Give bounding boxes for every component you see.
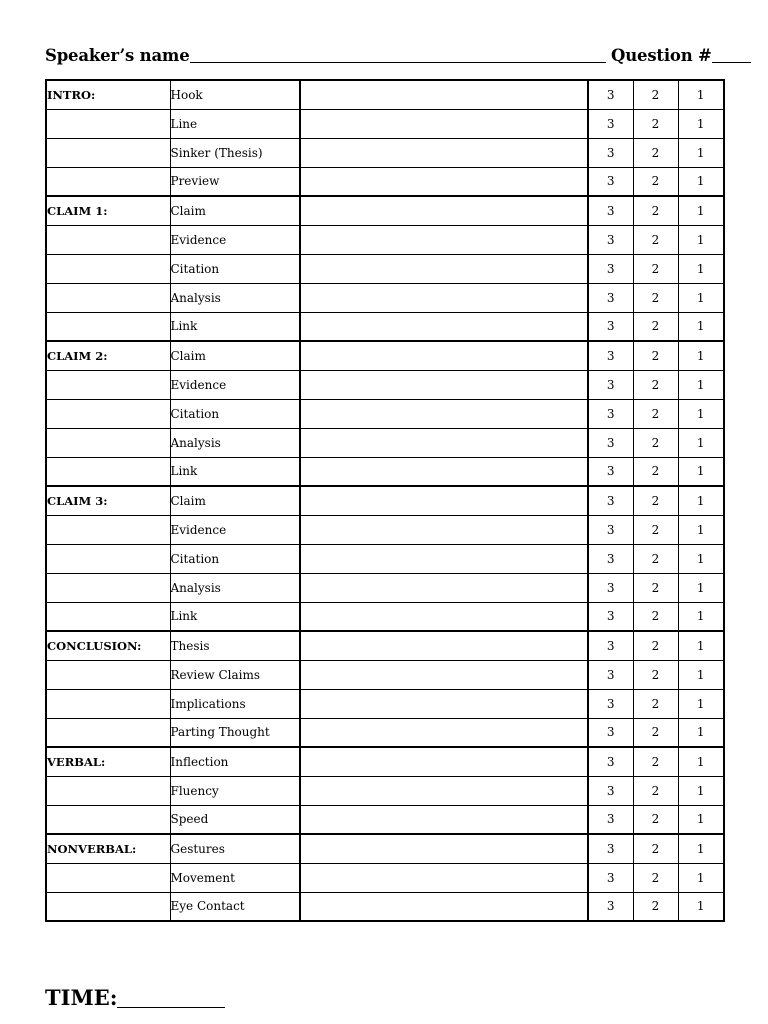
table-row xyxy=(46,312,724,341)
notes-cell[interactable] xyxy=(300,573,588,602)
score-option-1[interactable]: 1 xyxy=(678,428,724,457)
section-label xyxy=(46,602,170,631)
score-option-1[interactable]: 1 xyxy=(678,341,724,370)
score-option-2[interactable]: 2 xyxy=(633,660,678,689)
section-label xyxy=(46,225,170,254)
score-option-1[interactable]: 1 xyxy=(678,573,724,602)
score-option-3[interactable]: 3 xyxy=(588,863,633,892)
section-label xyxy=(46,283,170,312)
header-line xyxy=(45,46,723,70)
section-label xyxy=(46,138,170,167)
section-label xyxy=(46,660,170,689)
score-option-3[interactable]: 3 xyxy=(588,167,633,196)
table-row xyxy=(46,573,724,602)
criterion-label: Sinker (Thesis) xyxy=(170,138,300,167)
score-option-1[interactable]: 1 xyxy=(678,312,724,341)
score-option-2[interactable]: 2 xyxy=(633,283,678,312)
score-option-2[interactable]: 2 xyxy=(633,515,678,544)
criterion-label: Line xyxy=(170,109,300,138)
score-option-2[interactable]: 2 xyxy=(633,80,678,109)
score-option-3[interactable]: 3 xyxy=(588,428,633,457)
score-option-1[interactable]: 1 xyxy=(678,544,724,573)
score-option-2[interactable]: 2 xyxy=(633,428,678,457)
score-option-1[interactable]: 1 xyxy=(678,225,724,254)
notes-cell[interactable] xyxy=(300,631,588,660)
criterion-label: Analysis xyxy=(170,283,300,312)
notes-cell[interactable] xyxy=(300,109,588,138)
notes-cell[interactable] xyxy=(300,457,588,486)
score-option-1[interactable]: 1 xyxy=(678,457,724,486)
score-option-2[interactable]: 2 xyxy=(633,399,678,428)
score-option-1[interactable]: 1 xyxy=(678,834,724,863)
section-label xyxy=(46,573,170,602)
score-option-1[interactable]: 1 xyxy=(678,863,724,892)
table-row xyxy=(46,138,724,167)
score-option-3[interactable]: 3 xyxy=(588,486,633,515)
notes-cell[interactable] xyxy=(300,196,588,225)
criterion-label: Hook xyxy=(170,80,300,109)
notes-cell[interactable] xyxy=(300,370,588,399)
score-option-2[interactable]: 2 xyxy=(633,457,678,486)
score-option-2[interactable]: 2 xyxy=(633,341,678,370)
table-row xyxy=(46,370,724,399)
table-row xyxy=(46,544,724,573)
section-label xyxy=(46,312,170,341)
table-row xyxy=(46,515,724,544)
score-option-3[interactable]: 3 xyxy=(588,196,633,225)
score-option-1[interactable]: 1 xyxy=(678,805,724,834)
score-option-3[interactable]: 3 xyxy=(588,283,633,312)
criterion-label: Implications xyxy=(170,689,300,718)
score-option-1[interactable]: 1 xyxy=(678,399,724,428)
score-option-2[interactable]: 2 xyxy=(633,892,678,921)
notes-cell[interactable] xyxy=(300,689,588,718)
score-option-3[interactable]: 3 xyxy=(588,892,633,921)
criterion-label: Link xyxy=(170,457,300,486)
section-label xyxy=(46,428,170,457)
criterion-label: Fluency xyxy=(170,776,300,805)
criterion-label: Claim xyxy=(170,486,300,515)
score-option-2[interactable]: 2 xyxy=(633,718,678,747)
score-option-2[interactable]: 2 xyxy=(633,573,678,602)
score-option-1[interactable]: 1 xyxy=(678,370,724,399)
table-row xyxy=(46,283,724,312)
score-option-3[interactable]: 3 xyxy=(588,834,633,863)
criterion-label: Claim xyxy=(170,341,300,370)
table-row xyxy=(46,631,724,660)
section-label xyxy=(46,399,170,428)
table-row xyxy=(46,167,724,196)
score-option-3[interactable]: 3 xyxy=(588,515,633,544)
section-label: INTRO: xyxy=(46,80,170,109)
speaker-name-label: Speaker’s name xyxy=(45,46,190,65)
table-row xyxy=(46,776,724,805)
section-label xyxy=(46,892,170,921)
table-row xyxy=(46,892,724,921)
criterion-label: Evidence xyxy=(170,515,300,544)
table-row xyxy=(46,341,724,370)
notes-cell[interactable] xyxy=(300,486,588,515)
notes-cell[interactable] xyxy=(300,747,588,776)
question-number-label: Question # xyxy=(611,46,712,65)
criterion-label: Review Claims xyxy=(170,660,300,689)
table-row xyxy=(46,457,724,486)
criterion-label: Link xyxy=(170,602,300,631)
notes-cell[interactable] xyxy=(300,341,588,370)
score-option-1[interactable]: 1 xyxy=(678,660,724,689)
criterion-label: Analysis xyxy=(170,573,300,602)
score-option-3[interactable]: 3 xyxy=(588,602,633,631)
notes-cell[interactable] xyxy=(300,660,588,689)
criterion-label: Gestures xyxy=(170,834,300,863)
criterion-label: Citation xyxy=(170,399,300,428)
score-option-3[interactable]: 3 xyxy=(588,805,633,834)
table-row xyxy=(46,689,724,718)
table-row xyxy=(46,225,724,254)
score-option-3[interactable]: 3 xyxy=(588,457,633,486)
criterion-label: Claim xyxy=(170,196,300,225)
section-label: CLAIM 3: xyxy=(46,486,170,515)
table-row xyxy=(46,834,724,863)
score-option-2[interactable]: 2 xyxy=(633,167,678,196)
notes-cell[interactable] xyxy=(300,544,588,573)
score-option-3[interactable]: 3 xyxy=(588,341,633,370)
score-option-1[interactable]: 1 xyxy=(678,196,724,225)
score-option-3[interactable]: 3 xyxy=(588,80,633,109)
notes-cell[interactable] xyxy=(300,399,588,428)
question-number-field[interactable] xyxy=(712,48,751,63)
score-option-1[interactable]: 1 xyxy=(678,80,724,109)
score-option-2[interactable]: 2 xyxy=(633,196,678,225)
section-label xyxy=(46,863,170,892)
score-option-2[interactable]: 2 xyxy=(633,834,678,863)
notes-cell[interactable] xyxy=(300,805,588,834)
criterion-label: Citation xyxy=(170,544,300,573)
notes-cell[interactable] xyxy=(300,834,588,863)
score-option-1[interactable]: 1 xyxy=(678,109,724,138)
section-label xyxy=(46,718,170,747)
notes-cell[interactable] xyxy=(300,80,588,109)
section-label xyxy=(46,515,170,544)
section-label xyxy=(46,254,170,283)
table-row xyxy=(46,109,724,138)
score-option-3[interactable]: 3 xyxy=(588,573,633,602)
table-row xyxy=(46,660,724,689)
notes-cell[interactable] xyxy=(300,863,588,892)
notes-cell[interactable] xyxy=(300,602,588,631)
score-option-3[interactable]: 3 xyxy=(588,776,633,805)
criterion-label: Inflection xyxy=(170,747,300,776)
score-option-3[interactable]: 3 xyxy=(588,109,633,138)
notes-cell[interactable] xyxy=(300,312,588,341)
score-option-1[interactable]: 1 xyxy=(678,486,724,515)
section-label: NONVERBAL: xyxy=(46,834,170,863)
time-field[interactable] xyxy=(117,989,225,1008)
score-option-1[interactable]: 1 xyxy=(678,283,724,312)
speaker-name-field[interactable] xyxy=(190,48,606,63)
score-option-1[interactable]: 1 xyxy=(678,515,724,544)
section-label xyxy=(46,109,170,138)
rubric-table xyxy=(45,79,725,922)
notes-cell[interactable] xyxy=(300,254,588,283)
score-option-2[interactable]: 2 xyxy=(633,370,678,399)
score-option-1[interactable]: 1 xyxy=(678,138,724,167)
table-row xyxy=(46,196,724,225)
notes-cell[interactable] xyxy=(300,283,588,312)
score-option-3[interactable]: 3 xyxy=(588,689,633,718)
score-option-2[interactable]: 2 xyxy=(633,631,678,660)
score-option-2[interactable]: 2 xyxy=(633,602,678,631)
criterion-label: Evidence xyxy=(170,370,300,399)
time-label: TIME: xyxy=(45,985,118,1010)
section-label: VERBAL: xyxy=(46,747,170,776)
score-option-2[interactable]: 2 xyxy=(633,312,678,341)
section-label: CONCLUSION: xyxy=(46,631,170,660)
score-option-1[interactable]: 1 xyxy=(678,747,724,776)
score-option-2[interactable]: 2 xyxy=(633,138,678,167)
notes-cell[interactable] xyxy=(300,515,588,544)
table-row xyxy=(46,602,724,631)
score-option-3[interactable]: 3 xyxy=(588,312,633,341)
notes-cell[interactable] xyxy=(300,892,588,921)
score-option-2[interactable]: 2 xyxy=(633,486,678,515)
notes-cell[interactable] xyxy=(300,138,588,167)
section-label xyxy=(46,776,170,805)
notes-cell[interactable] xyxy=(300,776,588,805)
table-row xyxy=(46,805,724,834)
score-option-2[interactable]: 2 xyxy=(633,544,678,573)
section-label xyxy=(46,457,170,486)
section-label xyxy=(46,544,170,573)
score-option-2[interactable]: 2 xyxy=(633,689,678,718)
notes-cell[interactable] xyxy=(300,428,588,457)
criterion-label: Evidence xyxy=(170,225,300,254)
score-option-1[interactable]: 1 xyxy=(678,718,724,747)
table-row xyxy=(46,399,724,428)
score-option-3[interactable]: 3 xyxy=(588,370,633,399)
score-option-3[interactable]: 3 xyxy=(588,747,633,776)
score-option-3[interactable]: 3 xyxy=(588,631,633,660)
criterion-label: Preview xyxy=(170,167,300,196)
score-option-1[interactable]: 1 xyxy=(678,689,724,718)
notes-cell[interactable] xyxy=(300,225,588,254)
score-option-3[interactable]: 3 xyxy=(588,544,633,573)
score-option-2[interactable]: 2 xyxy=(633,805,678,834)
score-option-1[interactable]: 1 xyxy=(678,892,724,921)
table-row xyxy=(46,486,724,515)
notes-cell[interactable] xyxy=(300,718,588,747)
score-option-3[interactable]: 3 xyxy=(588,138,633,167)
criterion-label: Eye Contact xyxy=(170,892,300,921)
score-option-3[interactable]: 3 xyxy=(588,660,633,689)
criterion-label: Link xyxy=(170,312,300,341)
table-row xyxy=(46,718,724,747)
score-option-2[interactable]: 2 xyxy=(633,254,678,283)
score-option-3[interactable]: 3 xyxy=(588,399,633,428)
score-option-1[interactable]: 1 xyxy=(678,776,724,805)
criterion-label: Analysis xyxy=(170,428,300,457)
section-label xyxy=(46,167,170,196)
section-label xyxy=(46,689,170,718)
score-option-3[interactable]: 3 xyxy=(588,254,633,283)
table-row xyxy=(46,254,724,283)
table-row xyxy=(46,747,724,776)
criterion-label: Citation xyxy=(170,254,300,283)
criterion-label: Parting Thought xyxy=(170,718,300,747)
table-row xyxy=(46,863,724,892)
score-option-1[interactable]: 1 xyxy=(678,631,724,660)
score-option-2[interactable]: 2 xyxy=(633,225,678,254)
score-option-2[interactable]: 2 xyxy=(633,109,678,138)
section-label xyxy=(46,370,170,399)
section-label xyxy=(46,805,170,834)
notes-cell[interactable] xyxy=(300,167,588,196)
criterion-label: Speed xyxy=(170,805,300,834)
criterion-label: Thesis xyxy=(170,631,300,660)
score-option-1[interactable]: 1 xyxy=(678,254,724,283)
criterion-label: Movement xyxy=(170,863,300,892)
score-option-1[interactable]: 1 xyxy=(678,602,724,631)
rubric-body xyxy=(46,80,724,921)
score-option-1[interactable]: 1 xyxy=(678,167,724,196)
score-option-2[interactable]: 2 xyxy=(633,747,678,776)
table-row xyxy=(46,80,724,109)
section-label: CLAIM 1: xyxy=(46,196,170,225)
score-option-2[interactable]: 2 xyxy=(633,863,678,892)
score-option-3[interactable]: 3 xyxy=(588,718,633,747)
table-row xyxy=(46,428,724,457)
time-line xyxy=(45,985,225,1010)
section-label: CLAIM 2: xyxy=(46,341,170,370)
score-option-2[interactable]: 2 xyxy=(633,776,678,805)
score-option-3[interactable]: 3 xyxy=(588,225,633,254)
